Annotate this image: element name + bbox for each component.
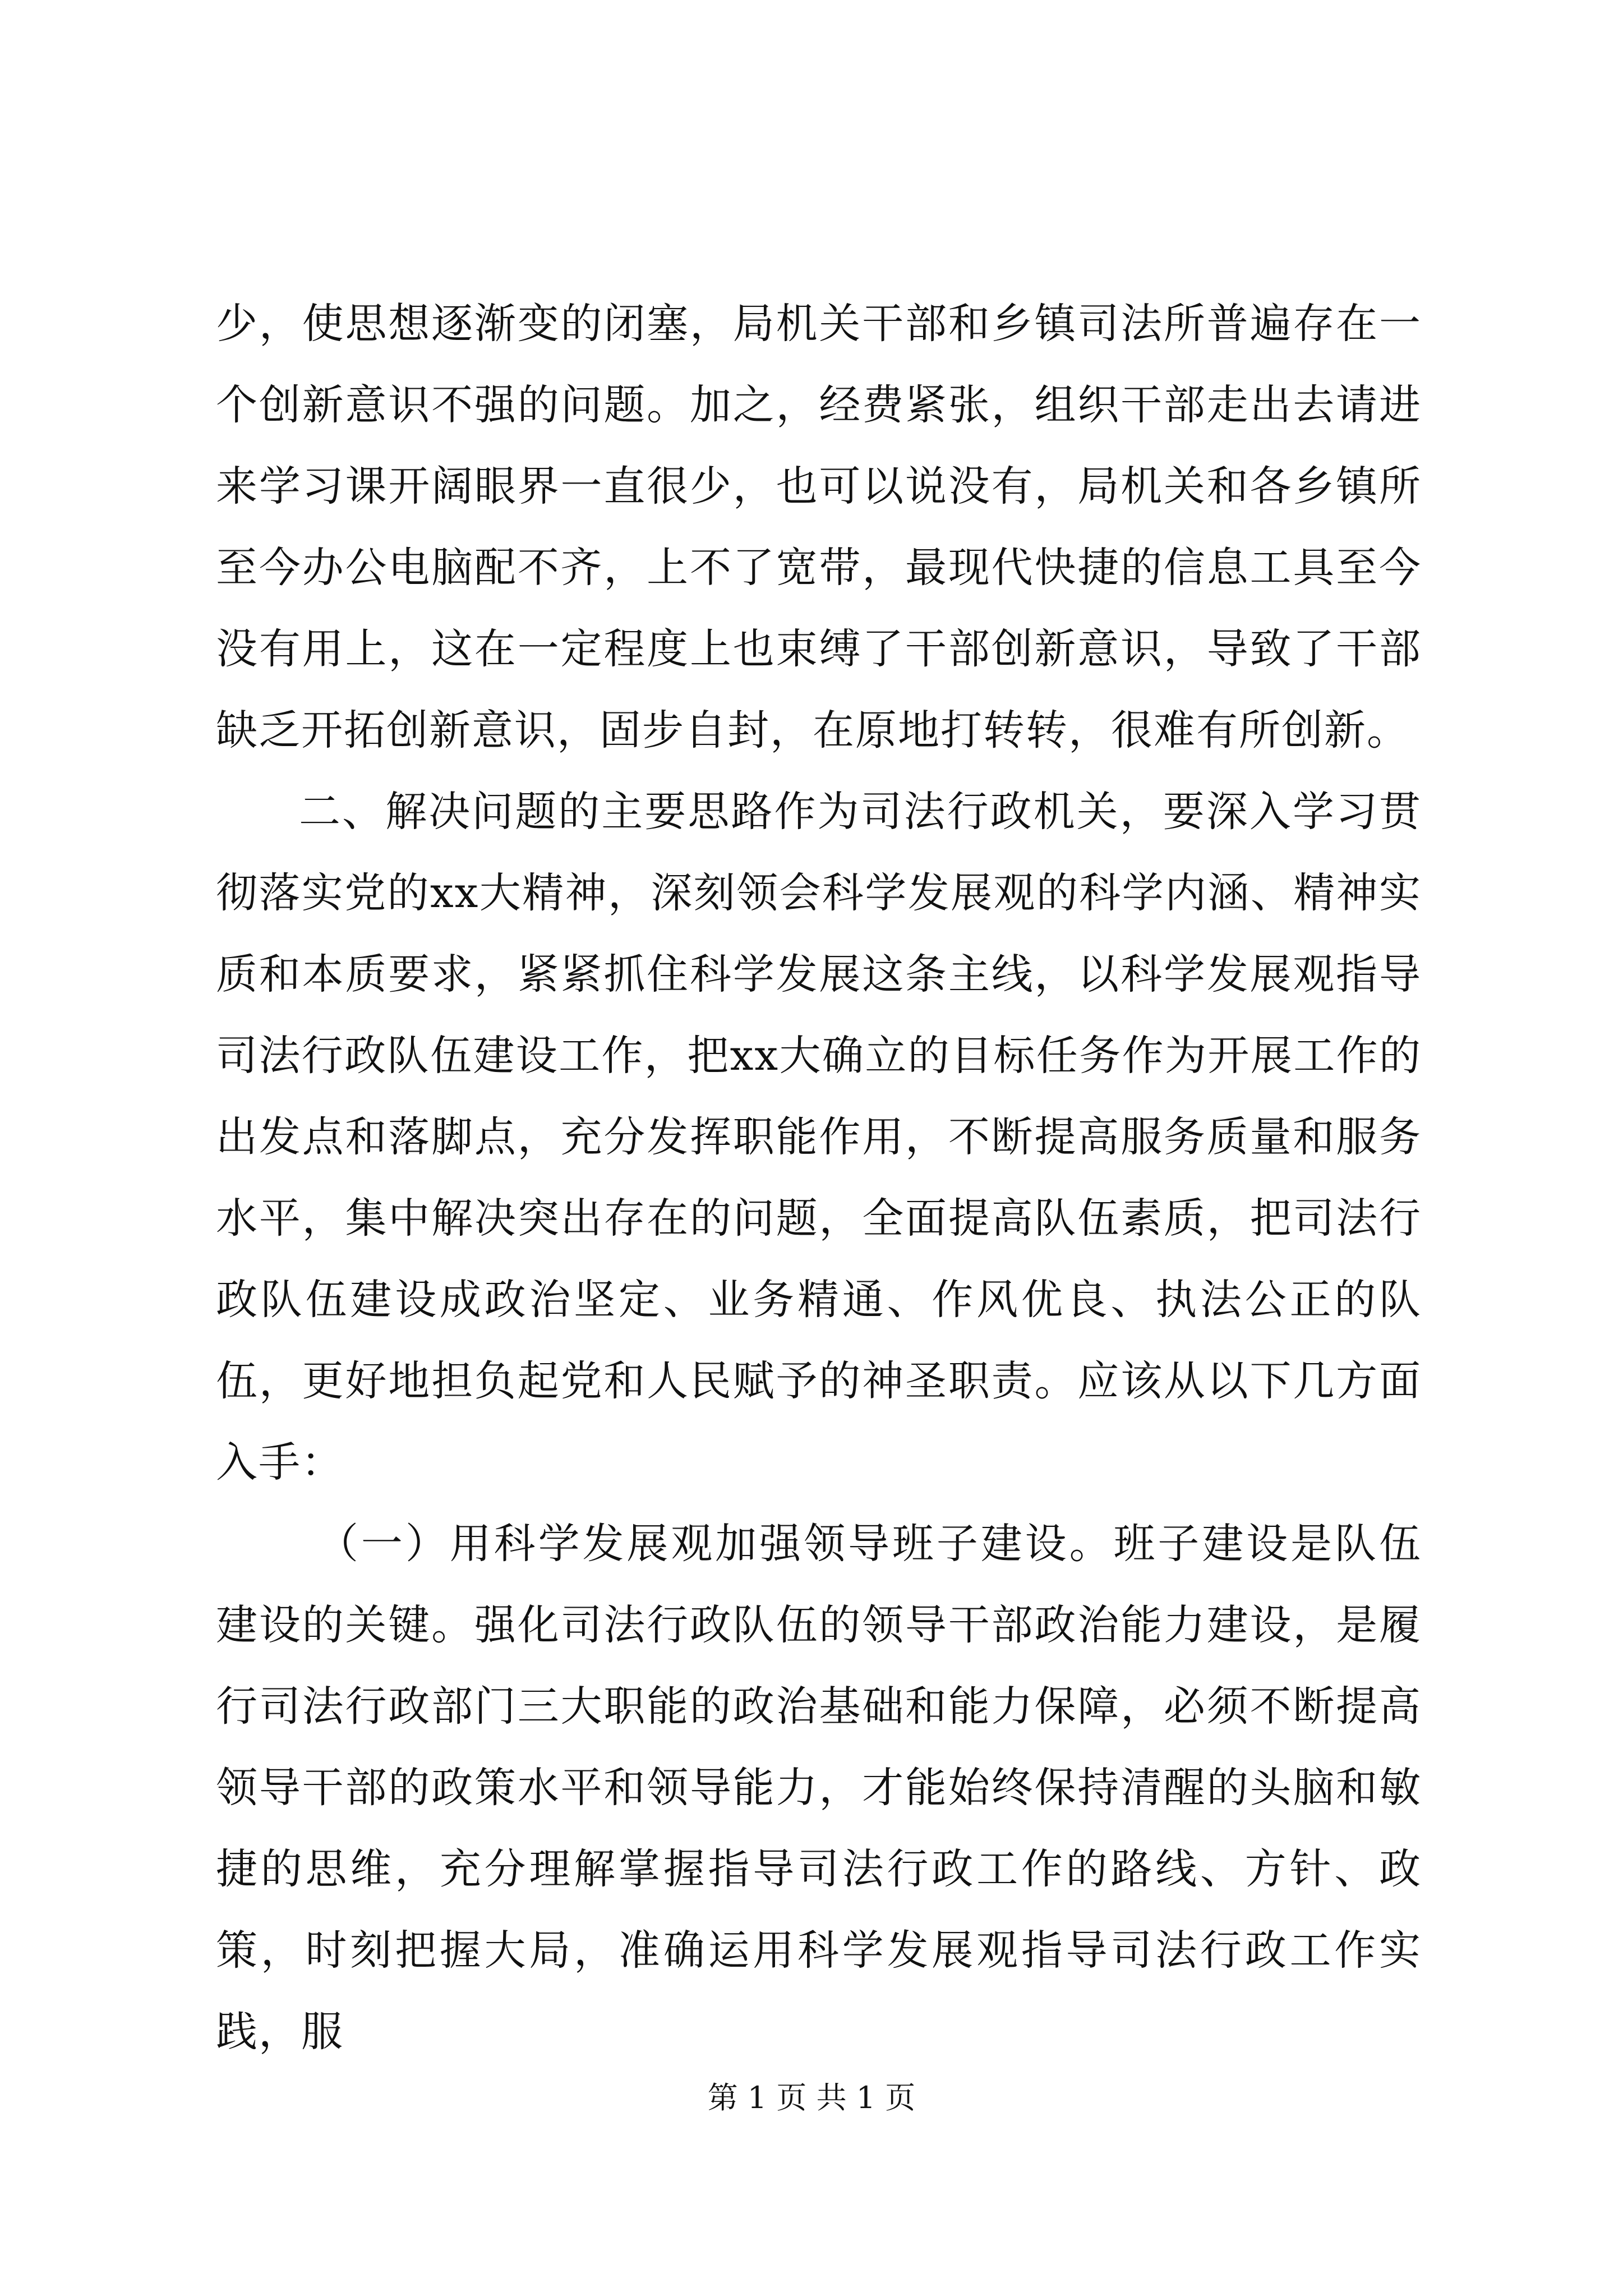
paragraph-item-one: （一）用科学发展观加强领导班子建设。班子建设是队伍建设的关键。强化司法行政队伍的领导干部政治能力建设，是履行司法行政部门三大职能的政治基础和能力保障，必须不断提高领导干部的政策水平和领导能力，才能始终保持清醒的头脑和敏捷的思维，充分理解掌握指导司法行政工作的路线、方针、政策，时刻把握大局，准确运用科学发展观指导司法行政工作实践，服 <box>216 1520 1422 2056</box>
document-body <box>216 283 1422 2073</box>
paragraph-continuation: 少，使思想逐渐变的闭塞，局机关干部和乡镇司法所普遍存在一个创新意识不强的问题。加之，经费紧张，组织干部走出去请进来学习课开阔眼界一直很少，也可以说没有，局机关和各乡镇所至今办公电脑配不齐，上不了宽带，最现代快捷的信息工具至今没有用上，这在一定程度上也束缚了干部创新意识，导致了干部缺乏开拓创新意识，固步自封，在原地打转转，很难有所创新。 <box>216 300 1422 754</box>
page-footer: 第 1 页 共 1 页 <box>707 2080 916 2115</box>
paragraph-section-two: 二、解决问题的主要思路作为司法行政机关，要深入学习贯彻落实党的xx大精神，深刻领会科学发展观的科学内涵、精神实质和本质要求，紧紧抓住科学发展这条主线，以科学发展观指导司法行政队伍建设工作，把xx大确立的目标任务作为开展工作的出发点和落脚点，充分发挥职能作用，不断提高服务质量和服务水平，集中解决突出存在的问题，全面提高队伍素质，把司法行政队伍建设成政治坚定、业务精通、作风优良、执法公正的队伍，更好地担负起党和人民赋予的神圣职责。应该从以下几方面入手： <box>216 788 1422 1487</box>
